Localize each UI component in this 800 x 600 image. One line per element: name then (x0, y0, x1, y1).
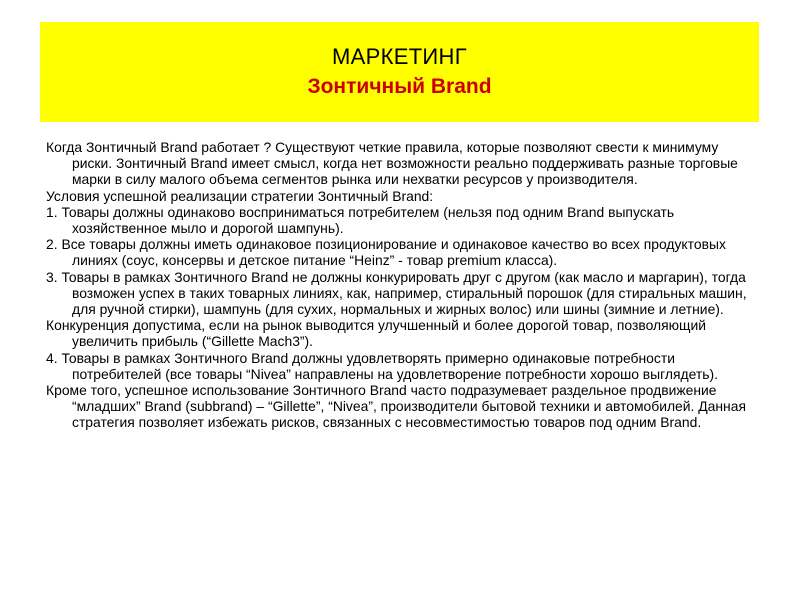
slide-subtitle: Зонтичный Brand (307, 75, 492, 98)
paragraph-intro: Когда Зонтичный Brand работает ? Существуют четкие правила, которые позволяют свести к минимуму риски. Зонтичный Brand имеет смысл, когда нет возможности реально поддерживать разные торговые марки в силу малого объема сегментов рынка или нехватки ресурсов у производителя. (46, 139, 738, 188)
paragraph-conditions-heading: Условия успешной реализации стратегии Зонтичный Brand: (46, 187, 434, 204)
paragraph-condition-4: 4. Товары в рамках Зонтичного Brand должны удовлетворять примерно одинаковые потребности потребителей (все товары “Nivea” направлены на удовлетворение потребности хорошо выглядеть). (46, 349, 719, 382)
paragraph-condition-3: 3. Товары в рамках Зонтичного Brand не должны конкурировать друг с другом (как масло и маргарин), тогда возможен успех в таких товарных линиях, как, например, стиральный порошок (для стиральных машин, для ручной стирки), шампунь (для сухих, нормальных и жирных волос) или шины (зимние и летние). (46, 268, 747, 318)
paragraph-condition-2: 2. Все товары должны иметь одинаковое позиционирование и одинаковое качество во всех продуктовых линиях (соус, консервы и детское питание “Heinz” - товар premium класса). (46, 236, 726, 269)
slide-body (46, 139, 758, 431)
paragraph-competition: Конкуренция допустима, если на рынок выводится улучшенный и более дорогой товар, позволяющий увеличить прибыль (“Gillette Mach3”). (46, 317, 706, 350)
paragraph-condition-1: 1. Товары должны одинаково восприниматься потребителем (нельзя под одним Brand выпускать хозяйственное мыло и дорогой шампунь). (46, 203, 675, 237)
slide-title: МАРКЕТИНГ (332, 44, 467, 69)
title-banner (40, 22, 759, 122)
paragraph-conclusion: Кроме того, успешное использование Зонтичного Brand часто подразумевает раздельное продвижение “младших” Brand (subbrand) – “Gillette”, “Nivea”, производители бытовой техники и автомобилей. Данная стратегия позволяет избежать рисков, связанных с несовместимостью товаров под одним Brand. (46, 382, 746, 431)
